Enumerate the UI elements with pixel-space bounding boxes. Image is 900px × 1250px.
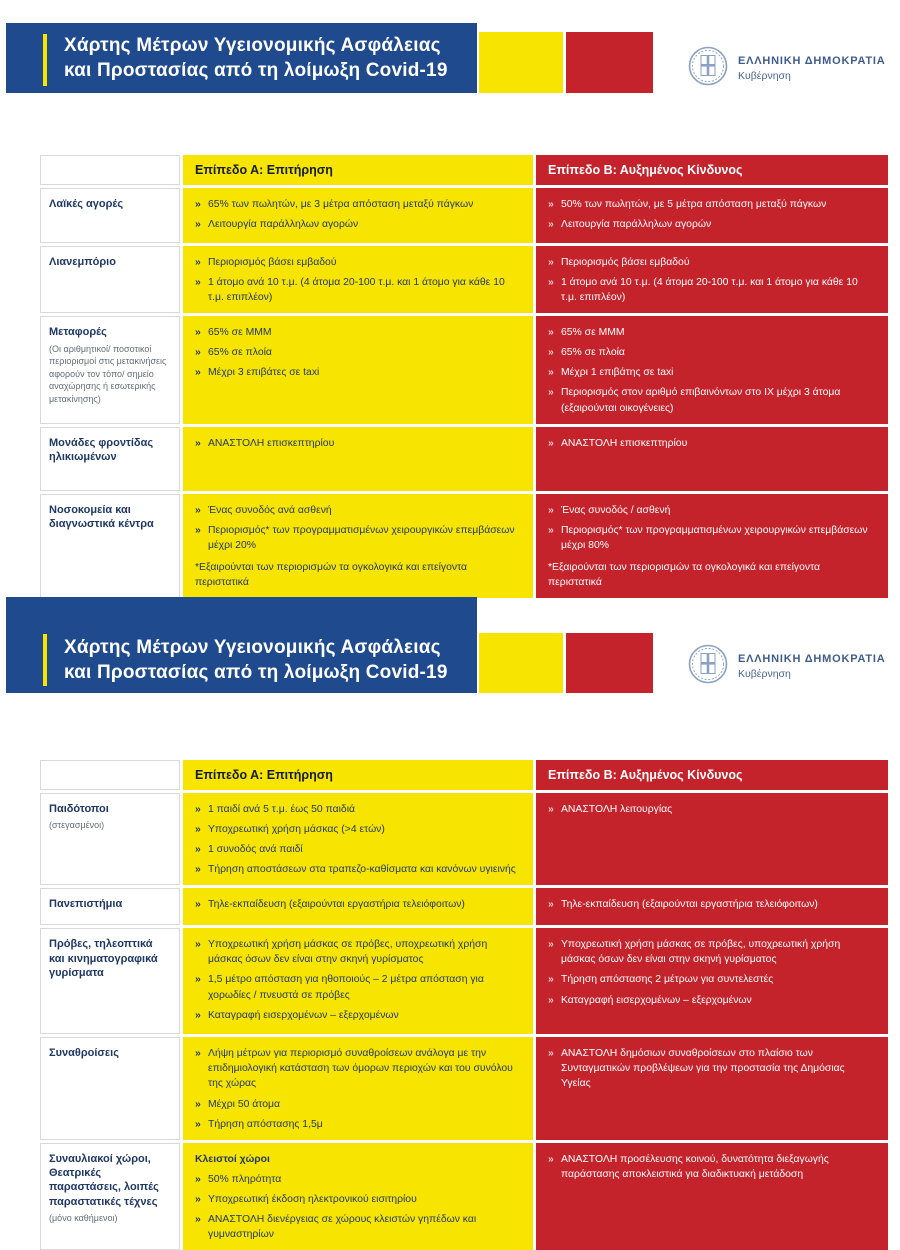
logo-title: ΕΛΛΗΝΙΚΗ ΔΗΜΟΚΡΑΤΙΑ bbox=[738, 55, 886, 67]
level-a-cell bbox=[183, 427, 533, 491]
page-title-line1: Χάρτης Μέτρων Υγειονομικής Ασφάλειας bbox=[64, 35, 441, 56]
row-sublabel: (Οι αριθμητικοί/ ποσοτικοί περιορισμοί στις μετακινήσεις αφορούν τον τόπο/ σημείο αναχώρησης ή εσωτερικής μετακίνησης) bbox=[49, 343, 167, 404]
table-row bbox=[40, 427, 888, 491]
measure-text: 1 συνοδός ανά παιδί bbox=[208, 844, 303, 856]
bullet-icon: » bbox=[548, 437, 554, 449]
corner-cell bbox=[40, 155, 180, 185]
measure-item bbox=[548, 345, 876, 360]
yellow-level-block bbox=[479, 633, 563, 693]
measure-text: ΑΝΑΣΤΟΛΗ προσέλευσης κοινού, δυνατότητα διεξαγωγής παράστασης αποκλειστικά για διαδικτυακή μετάδοση bbox=[561, 1153, 829, 1180]
page-title bbox=[64, 33, 448, 83]
bullet-icon: » bbox=[195, 804, 201, 815]
measure-item bbox=[195, 436, 521, 451]
level-b-header: Επίπεδο Β: Αυξημένος Κίνδυνος bbox=[536, 155, 888, 185]
bullet-icon: » bbox=[195, 1193, 201, 1205]
measure-item bbox=[195, 1008, 521, 1023]
bullet-icon: » bbox=[548, 939, 554, 951]
measure-item bbox=[548, 503, 876, 518]
level-b-cell bbox=[536, 888, 888, 925]
row-label: Μονάδες φροντίδας ηλικιωμένων bbox=[49, 436, 154, 463]
greek-emblem-icon bbox=[688, 46, 728, 91]
page-title-line1: Χάρτης Μέτρων Υγειονομικής Ασφάλειας bbox=[64, 637, 441, 658]
government-logo bbox=[688, 46, 885, 91]
level-b-cell bbox=[536, 1037, 888, 1139]
table-row bbox=[40, 1037, 888, 1139]
measure-item bbox=[548, 993, 876, 1008]
page-title-line2: και Προστασίας από τη λοίμωξη Covid-19 bbox=[64, 60, 448, 81]
row-label-cell bbox=[40, 928, 180, 1034]
measure-item bbox=[548, 436, 876, 451]
row-sublabel: (στεγασμένοι) bbox=[49, 820, 105, 831]
measure-item bbox=[548, 325, 876, 340]
row-label-cell bbox=[40, 246, 180, 313]
measure-item bbox=[548, 365, 876, 380]
header-banner bbox=[6, 597, 477, 693]
measure-text: Περιορισμός βάσει εμβαδού bbox=[208, 257, 337, 268]
level-a-cell bbox=[183, 888, 533, 925]
bullet-icon: » bbox=[548, 899, 554, 911]
bullet-icon: » bbox=[195, 899, 201, 911]
level-a-cell bbox=[183, 316, 533, 423]
bullet-icon: » bbox=[195, 864, 201, 876]
bullet-icon: » bbox=[548, 347, 554, 359]
bullet-icon: » bbox=[195, 939, 201, 951]
bullet-icon: » bbox=[195, 1213, 201, 1225]
table-row bbox=[40, 316, 888, 423]
measure-text: Καταγραφή εισερχομένων – εξερχομένων bbox=[208, 1009, 399, 1021]
bullet-icon: » bbox=[548, 974, 554, 986]
measure-item bbox=[548, 1152, 876, 1182]
measure-item bbox=[548, 1046, 876, 1091]
measure-text: Περιορισμός* των προγραμματισμένων χειρουργικών επεμβάσεων μέχρι 80% bbox=[561, 524, 868, 551]
header-banner bbox=[6, 23, 477, 93]
measure-text: Λήψη μέτρων για περιορισμό συναθροίσεων ανάλογα με την επιδημιολογική κατάσταση των όμορων περιοχών και του συνόλου της χώρας bbox=[208, 1048, 513, 1090]
row-label-cell bbox=[40, 427, 180, 491]
level-b-cell bbox=[536, 793, 888, 885]
level-b-cell bbox=[536, 316, 888, 423]
bullet-icon: » bbox=[195, 1009, 201, 1021]
bullet-icon: » bbox=[548, 994, 554, 1006]
row-label: Νοσοκομεία και διαγνωστικά κέντρα bbox=[49, 503, 154, 530]
measure-text: Υποχρεωτική έκδοση ηλεκτρονικού εισιτηρίου bbox=[208, 1193, 417, 1205]
measures-table-1 bbox=[40, 155, 888, 598]
measure-item bbox=[195, 275, 521, 305]
bullet-icon: » bbox=[548, 804, 554, 815]
measure-text: 1 άτομο ανά 10 τ.μ. (4 άτομα 20-100 τ.μ. και 1 άτομο για κάθε 10 τ.μ. επιπλέον) bbox=[561, 277, 858, 304]
table-row bbox=[40, 246, 888, 313]
measure-item bbox=[195, 1192, 521, 1207]
measure-item bbox=[195, 1212, 521, 1242]
measure-text: 65% σε ΜΜΜ bbox=[561, 327, 625, 339]
measure-item bbox=[548, 217, 876, 232]
measure-text: Τήρηση απόστασης 2 μέτρων για συντελεστές bbox=[561, 974, 774, 986]
row-label: Πανεπιστήμια bbox=[49, 898, 123, 911]
measure-item bbox=[548, 197, 876, 212]
measures-table-2 bbox=[40, 760, 888, 1250]
row-label-cell bbox=[40, 1143, 180, 1250]
measure-item bbox=[195, 1117, 521, 1132]
measure-text: Μέχρι 3 επιβάτες σε taxi bbox=[208, 367, 320, 379]
bullet-icon: » bbox=[195, 524, 201, 536]
level-b-cell bbox=[536, 494, 888, 598]
level-a-cell bbox=[183, 494, 533, 598]
row-label: Μεταφορές bbox=[49, 326, 107, 339]
bullet-icon: » bbox=[548, 277, 554, 289]
measure-item bbox=[195, 842, 521, 857]
measure-item bbox=[548, 275, 876, 305]
government-logo bbox=[688, 644, 885, 689]
bullet-icon: » bbox=[195, 1118, 201, 1130]
measure-text: Μέχρι 50 άτομα bbox=[208, 1098, 281, 1110]
row-label: Λιανεμπόριο bbox=[49, 256, 116, 268]
level-b-cell bbox=[536, 427, 888, 491]
row-label-cell bbox=[40, 494, 180, 598]
row-label: Συναυλιακοί χώροι, Θεατρικές παραστάσεις, λοιπές παραστατικές τέχνες bbox=[49, 1152, 159, 1208]
table-header-row bbox=[40, 760, 888, 790]
measure-text: Υποχρεωτική χρήση μάσκας σε πρόβες, υποχρεωτική χρήση μάσκας όσων δεν είναι στην σκηνή γυρίσματος bbox=[561, 939, 841, 966]
bullet-icon: » bbox=[195, 327, 201, 339]
bullet-icon: » bbox=[195, 844, 201, 856]
table-row bbox=[40, 793, 888, 885]
measure-item bbox=[195, 1172, 521, 1187]
level-a-cell bbox=[183, 1143, 533, 1250]
level-b-header: Επίπεδο Β: Αυξημένος Κίνδυνος bbox=[536, 760, 888, 790]
bullet-icon: » bbox=[548, 327, 554, 339]
bullet-icon: » bbox=[548, 1048, 554, 1060]
measure-item bbox=[195, 862, 521, 877]
measure-text: Υποχρεωτική χρήση μάσκας σε πρόβες, υποχρεωτική χρήση μάσκας όσων δεν είναι στην σκηνή γυρίσματος bbox=[208, 939, 488, 966]
measure-item bbox=[548, 385, 876, 415]
bullet-icon: » bbox=[195, 1048, 201, 1060]
page-title bbox=[64, 635, 448, 685]
cell-intro: Κλειστοί χώροι bbox=[195, 1153, 270, 1165]
measure-text: Ένας συνοδός / ασθενή bbox=[561, 504, 671, 516]
measure-item bbox=[195, 1097, 521, 1112]
row-sublabel: (μόνο καθήμενοι) bbox=[49, 1212, 118, 1223]
measure-text: Μέχρι 1 επιβάτης σε taxi bbox=[561, 367, 674, 379]
level-b-cell bbox=[536, 246, 888, 313]
measure-item bbox=[195, 972, 521, 1002]
measure-item bbox=[195, 937, 521, 967]
measure-item bbox=[195, 523, 521, 553]
measure-text: 1 παιδί ανά 5 τ.μ. έως 50 παιδιά bbox=[208, 804, 356, 815]
row-label: Παιδότοποι bbox=[49, 803, 109, 815]
bullet-icon: » bbox=[548, 387, 554, 399]
measure-text: Τηλε-εκπαίδευση (εξαιρούνται εργαστήρια τελειόφοιτων) bbox=[561, 899, 818, 911]
measure-item bbox=[548, 937, 876, 967]
measure-text: ΑΝΑΣΤΟΛΗ δημόσιων συναθροίσεων στο πλαίσιο των Συνταγματικών προβλέψεων για την προστασία της Δημόσιας Υγείας bbox=[561, 1048, 845, 1090]
measure-item bbox=[548, 897, 876, 912]
measure-text: 50% πληρότητα bbox=[208, 1173, 282, 1185]
measure-text: ΑΝΑΣΤΟΛΗ λειτουργίας bbox=[561, 804, 673, 815]
measure-text: 65% σε ΜΜΜ bbox=[208, 327, 272, 339]
banner-accent-line bbox=[43, 634, 47, 686]
measure-text: 65% των πωλητών, με 3 μέτρα απόσταση μεταξύ πάγκων bbox=[208, 199, 474, 210]
level-a-cell bbox=[183, 188, 533, 243]
measure-item bbox=[548, 972, 876, 987]
measure-item bbox=[195, 503, 521, 518]
bullet-icon: » bbox=[195, 277, 201, 289]
bullet-icon: » bbox=[195, 219, 201, 231]
measure-text: Περιορισμός* των προγραμματισμένων χειρουργικών επεμβάσεων μέχρι 20% bbox=[208, 524, 515, 551]
measure-text: Περιορισμός στον αριθμό επιβαινόντων στο ΙΧ μέχρι 3 άτομα (εξαιρούνται οικογένειες) bbox=[561, 387, 841, 414]
level-a-cell bbox=[183, 1037, 533, 1139]
measure-text: Ένας συνοδός ανά ασθενή bbox=[208, 504, 332, 516]
measure-item bbox=[195, 197, 521, 212]
measure-text: Καταγραφή εισερχομένων – εξερχομένων bbox=[561, 994, 752, 1006]
measure-text: Περιορισμός βάσει εμβαδού bbox=[561, 257, 690, 268]
measure-item bbox=[195, 897, 521, 912]
bullet-icon: » bbox=[548, 1153, 554, 1165]
level-a-cell bbox=[183, 928, 533, 1034]
corner-cell bbox=[40, 760, 180, 790]
measure-text: Τήρηση αποστάσεων στα τραπεζο-καθίσματα και κανόνων υγιεινής bbox=[208, 864, 516, 876]
table-row bbox=[40, 1143, 888, 1250]
measure-text: 65% σε πλοία bbox=[208, 347, 272, 359]
row-label-cell bbox=[40, 888, 180, 925]
measure-text: 50% των πωλητών, με 5 μέτρα απόσταση μεταξύ πάγκων bbox=[561, 199, 827, 210]
measure-text: Τηλε-εκπαίδευση (εξαιρούνται εργαστήρια τελειόφοιτων) bbox=[208, 899, 465, 911]
measure-text: Λειτουργία παράλληλων αγορών bbox=[208, 219, 359, 231]
bullet-icon: » bbox=[195, 437, 201, 449]
measure-item bbox=[195, 325, 521, 340]
bullet-icon: » bbox=[548, 504, 554, 516]
measure-text: ΑΝΑΣΤΟΛΗ διενέργειας σε χώρους κλειστών γηπέδων και γυμναστηρίων bbox=[208, 1213, 477, 1241]
bullet-icon: » bbox=[195, 367, 201, 379]
measure-text: Τήρηση απόστασης 1,5μ bbox=[208, 1118, 323, 1130]
red-level-block bbox=[566, 633, 653, 693]
row-label: Συναθροίσεις bbox=[49, 1047, 119, 1060]
level-b-cell bbox=[536, 928, 888, 1034]
measure-text: 1,5 μέτρο απόσταση για ηθοποιούς – 2 μέτρα απόσταση για χορωδίες / πνευστά σε πρόβες bbox=[208, 974, 484, 1001]
row-label-cell bbox=[40, 1037, 180, 1139]
measure-item bbox=[195, 365, 521, 380]
measure-text: Λειτουργία παράλληλων αγορών bbox=[561, 219, 712, 231]
measure-item bbox=[195, 345, 521, 360]
measure-item bbox=[548, 523, 876, 553]
table-row bbox=[40, 888, 888, 925]
measure-item bbox=[195, 822, 521, 837]
cell-footnote: *Εξαιρούνται των περιορισμών τα ογκολογικά και επείγοντα περιστατικά bbox=[548, 561, 821, 588]
logo-subtitle: Κυβέρνηση bbox=[738, 70, 791, 82]
measure-item bbox=[195, 255, 521, 270]
page-title-line2: και Προστασίας από τη λοίμωξη Covid-19 bbox=[64, 662, 448, 683]
table-row bbox=[40, 188, 888, 243]
greek-emblem-icon bbox=[688, 644, 728, 689]
measure-text: ΑΝΑΣΤΟΛΗ επισκεπτηρίου bbox=[561, 437, 688, 449]
bullet-icon: » bbox=[195, 1173, 201, 1185]
measure-text: ΑΝΑΣΤΟΛΗ επισκεπτηρίου bbox=[208, 437, 335, 449]
table-row bbox=[40, 494, 888, 598]
bullet-icon: » bbox=[195, 257, 201, 268]
banner-accent-line bbox=[43, 34, 47, 86]
level-b-cell bbox=[536, 188, 888, 243]
level-a-header: Επίπεδο Α: Επιτήρηση bbox=[183, 155, 533, 185]
row-label: Πρόβες, τηλεοπτικά και κινηματογραφικά γυρίσματα bbox=[49, 938, 158, 979]
bullet-icon: » bbox=[548, 367, 554, 379]
yellow-level-block bbox=[479, 32, 563, 93]
row-label-cell bbox=[40, 188, 180, 243]
row-label-cell bbox=[40, 793, 180, 885]
measure-text: Υποχρεωτική χρήση μάσκας (>4 ετών) bbox=[208, 824, 385, 836]
bullet-icon: » bbox=[195, 974, 201, 986]
bullet-icon: » bbox=[195, 504, 201, 516]
measure-item bbox=[548, 255, 876, 270]
measure-text: 65% σε πλοία bbox=[561, 347, 625, 359]
red-level-block bbox=[566, 32, 653, 93]
bullet-icon: » bbox=[195, 199, 201, 210]
level-b-cell bbox=[536, 1143, 888, 1250]
bullet-icon: » bbox=[548, 219, 554, 231]
row-label: Λαϊκές αγορές bbox=[49, 198, 124, 210]
row-label-cell bbox=[40, 316, 180, 423]
measure-item bbox=[548, 802, 876, 817]
measure-text: 1 άτομο ανά 10 τ.μ. (4 άτομα 20-100 τ.μ. και 1 άτομο για κάθε 10 τ.μ. επιπλέον) bbox=[208, 277, 505, 304]
measure-item bbox=[195, 802, 521, 817]
measure-item bbox=[195, 217, 521, 232]
cell-footnote: *Εξαιρούνται των περιορισμών τα ογκολογικά και επείγοντα περιστατικά bbox=[195, 561, 468, 588]
logo-title: ΕΛΛΗΝΙΚΗ ΔΗΜΟΚΡΑΤΙΑ bbox=[738, 653, 886, 665]
level-a-cell bbox=[183, 793, 533, 885]
bullet-icon: » bbox=[548, 257, 554, 268]
bullet-icon: » bbox=[195, 1098, 201, 1110]
table-header-row bbox=[40, 155, 888, 185]
bullet-icon: » bbox=[195, 347, 201, 359]
bullet-icon: » bbox=[548, 199, 554, 210]
logo-subtitle: Κυβέρνηση bbox=[738, 668, 791, 680]
bullet-icon: » bbox=[195, 824, 201, 836]
level-a-cell bbox=[183, 246, 533, 313]
table-row bbox=[40, 928, 888, 1034]
measure-item bbox=[195, 1046, 521, 1091]
level-a-header: Επίπεδο Α: Επιτήρηση bbox=[183, 760, 533, 790]
bullet-icon: » bbox=[548, 524, 554, 536]
